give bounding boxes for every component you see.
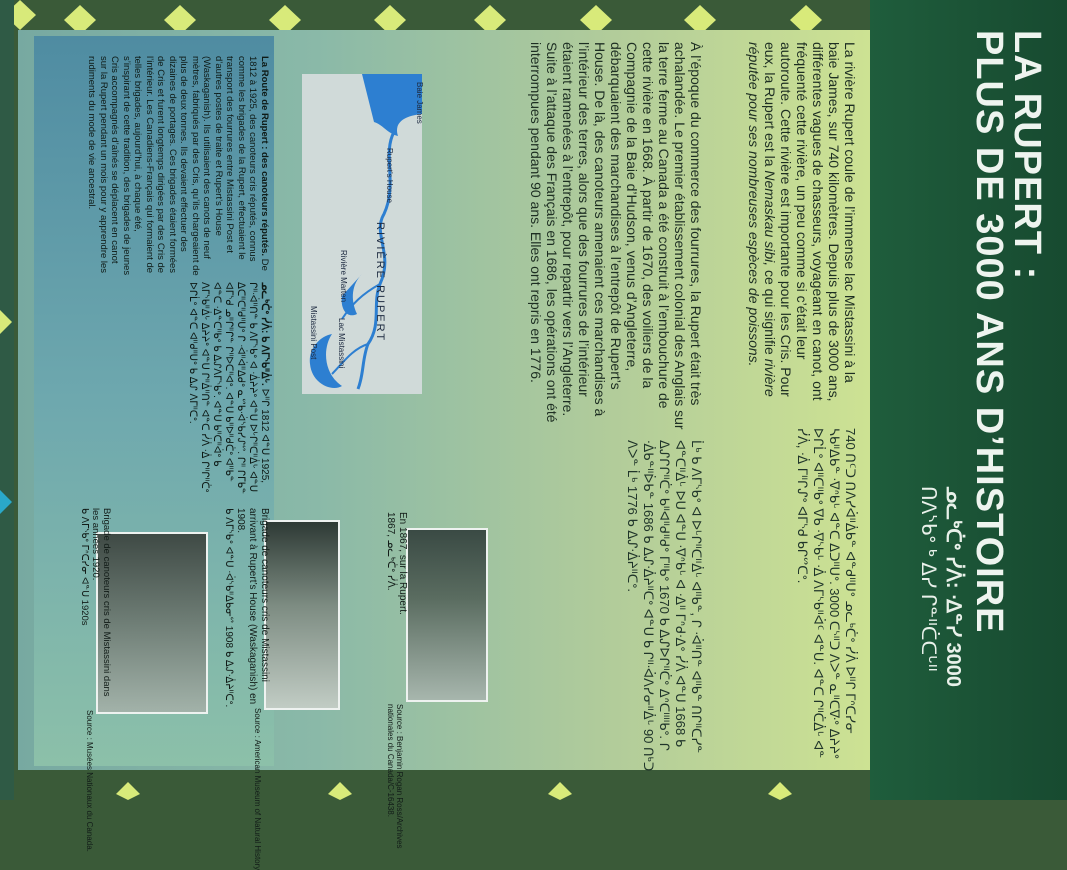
photo-1867 [406, 528, 488, 702]
sidebar-text [86, 56, 270, 276]
photo-1920s [96, 532, 208, 714]
sidebar-syllabic [186, 282, 270, 502]
photo-source-3: Source : Musées Nationaux du Canada. [85, 710, 94, 852]
sidebar-heading: La Route de Rupert : des canoteurs réputés. [259, 56, 270, 257]
caption-1-text: En 1867, sur la Rupert. [397, 512, 408, 615]
source-1-line-1: Source : Benjamin Rogan Ross/Archives [395, 704, 404, 849]
map-label-lake: Lac Mistassini [337, 318, 346, 369]
intro-text-2: ce qui signifie [762, 266, 778, 359]
map-label-post: Mistassini Post [309, 306, 318, 360]
page-title [970, 30, 1046, 634]
syllabic-intro: 740 ᑎᑦᑐ ᑎᐱᓯᐋᐦᐄᑲᓐ ᐊᓐᑯᐦᑌᐤ ᓄᓚᒃᑖᐤ ᓰᐲ ᐅᐦᒋ ᒥᐢᑕᓯᓂ ᓴᑲᐦᐃᑲᓐ ᐧᐁᐢᑲᒡ ᐊᓐᑕ ᐃᑐᐦᑌᐤ. 3000 ᑕᔅᐦᑐ ᐱᐳᓐ ᓇᐦᑕᐍᐤ ᐃᔨᔨᐤ ᐅᒋᒫᐤ ᐊᐦᑕᐦᑲᐤ ᐁᑲ ᐧᐁᔅᑲᒡ ᐧᐄ ᐱᒥᔅᑲᐦᐋᑦ ᐊᓐᑌ. ᐊᓐᑕ ᒋᐦᑖᐄᒡ ᐊᓐ ᓰᐲ, ᐧᐄ ᒥᐦᒋᔑᐤ ᐊᒥᔅᑯ ᑲᒋᔥᑕᐤ. [795, 428, 858, 759]
sidebar-body: De 1812 à 1925, des canoteurs cris réputés, connus comme les brigades de la Rupert, effectuaient le transport des fourrures entre Mistassini Post et d’autres postes de traite et Rupert’s House (Waskaganish). Ils utilisaient des canots de neuf mètres, fabriqués par des Cris, qu’ils chargeaient de plus de deux tonnes. Ils devaient effectuer des dizaines de portages. Ces brigades étaient formées de Cris et furent longtemps dirigées par des Cris de l’intérieur. Les Canadiens-Français qui formaient de telles brigades, aujourd’hui, à chaque été, s’inspirant de cette tradition, des brigades de jeunes Cris accompagnés d’aînés se déplacent en canot sur la Rupert pendant un mois pour y apprendre les rudiments du mode de vie ancestral. [86, 56, 270, 276]
caption-3-text: Brigade de canoteurs cris de Mistassini dans les années 1920. [90, 508, 112, 697]
syllabic-title-line-2: ᑎᐱᔅᑲᐤ ᒃ ᐃᓯ ᒋᓐᐦᑖᑕᒡᐦ [917, 486, 939, 672]
photo-source-1 [386, 704, 404, 849]
map-label-house: Rupert’s House [385, 148, 394, 203]
diamond-icon [768, 782, 792, 800]
photo-source-2: Source : American Museum of Natural History [253, 708, 262, 870]
diamond-icon [116, 782, 140, 800]
photo-caption-3 [79, 508, 112, 698]
diamond-icon [548, 782, 572, 800]
history-paragraph: À l’époque du commerce des fourrures, la Rupert était très achalandée. Le premier établissement colonial des Anglais sur la terre ferme au Canada a été construit à l’embouchure de cette rivière en 1668. À partir de 1670, des voiliers de la Compagnie de la Baie d’Hudson, venus d’Angleterre, débarquaient des marchandises à l’entrepôt de Rupert’s House. De là, des canoteurs amenaient ces marchandises à l’intérieur des terres, alors que des fourrures de l’intérieur étaient ramenées à l’entrepôt, pour repartir vers l’Angleterre. Suite à l’attaque des Français en 1686, les opérations ont été interrompues pendant 90 ans. Elles ont repris en 1776. [528, 42, 704, 430]
source-1-line-2: nationales du Canada/C-16438. [386, 704, 395, 817]
intro-text: La rivière Rupert coule de l’immense lac Mistassini à la baie James, sur 740 kilomètres. Depuis plus de 3000 ans, différentes vagues de chasseurs, voyageant en canot, ont fréquenté cette rivière, un peu comme si c’était leur autoroute. Cette rivière est importante pour les Cris. Pour eux, la Rupert est la [762, 42, 858, 402]
diamond-icon [4, 0, 36, 30]
caption-2-text: Brigade de canoteurs cris de Mistassini arrivant à Rupert’s House (Waskaganish) en 1908. [235, 508, 270, 705]
syllabic-history: ᒫᒃ ᑲ ᐱᒥᔅᑲᐤ ᐊ ᐅᒡᒋᐦᑕᐦᐄᒡ ᐊᐦᑲᓐ, ᒋ ᐧᐋᐦᑎᓐ ᐊᐦᑲᓐ ᑎᒋᐦᑕᓯᓐ ᐊᓐᑕᐦᐄᒡ ᐅᑌ ᐊᓐᑌ ᐧᐁᐢᑲᒡ ᐊ ᐧᐃᐦ ᒥᐢᑯᐧᐃᐤ ᓰᐲ ᐊᓐᑌ 1668 ᑲ ᐃᔑᒋᒋᐦᑖᐤ ᑲᐦᐊᐦᑯᐦᑯᐤ ᒥᐦᑲᐤ 1670 ᑲ ᐃᔑᐅᒋᐦᑖᐤ ᐃᐢᑕᐦᐦᑲᐤ. ᒋ ᐧᐄᑲᓐᐦᐆᑲᓐ 1686 ᑲ ᐃᔑᐧᐄᔨᐦᑕᐤ ᐊᓐᑌ ᑲ ᒋᐦᐧᐋᐱᓯᓂᐦᐄᒡ 90 ᑎᒃᑐ ᐱᐳᓐ ᒫᒃ 1776 ᑲ ᐃᔑᐧᐄᔨᐦᑕᐤ. [625, 440, 704, 772]
caption-1-syllabic: 1867, ᓄᓚᒃᑖᐤ ᓰᐲ. [385, 512, 396, 591]
route-map [302, 74, 422, 394]
diamond-icon [328, 782, 352, 800]
photo-caption-1 [384, 512, 408, 642]
caption-2-syllabic: ᑲ ᐱᒥᔅᑲᐤ ᐊᓐᑌ ᐧᐋᔅᑲᐦᐃᑲᓂᔥ 1908 ᑲ ᐃᔑᐧᐄᔨᐦᑕᐤ. [223, 508, 234, 708]
map-label-marten: Rivière Marten [339, 250, 348, 303]
syllabic-title [916, 486, 966, 687]
intro-paragraph [746, 42, 858, 412]
map-label-bay: Baie James [415, 82, 424, 124]
caption-3-syllabic: ᑲ ᐱᒥᔅᑲᐤ ᒥᐢᑕᓯᓂ ᐊᓐᑌ 1920s [79, 508, 90, 626]
title-line-1: LA RUPERT : [1006, 30, 1048, 281]
sidebar-syllabic-heading: ᓄᓚᒃᑖᐤ ᓰᐲ: ᑲ ᐱᒥᔅᑲᐦᐄᒡ. [259, 282, 270, 386]
syllabic-title-line-1: ᓄᓚᒃᑖᐤ ᓰᐲ: ᐧᐃᓐᓯ 3000 [942, 486, 964, 688]
sidebar-syllabic-body: ᐅᐦᒋ 1812 ᐊᓐᑌ 1925, ᒋᐦᐧᐋᐦᑎᓐ ᑲ ᐱᒥᔅᑲᐤ ᐊ ᐧᐄᔨᔨᐤ ᐊᓐᑌ ᐅᒡᒋᐦᑕᐦᐄᒡ ᐊᓐᑌ ᐃᑕᐦᑕᐦᑯᐦᑌᐤ ᒋ ᐧᐋᐦᐋᐦᐃᑯᐤ ᓇᔥᑲᐧᐋᔅᑲᓯᔑᔥ. ᒋᐦ ᒋᒥᑲᓐ ᐊᒥᔅᑯ ᓄᐦᒋᐦᒋᓐ ᒋᐦᐅᑕᐦᐊᐤ. ᐊᓐᑌ ᑲᐦᐅᐦᑯᑖᐤ ᐊᐦᑲᓐ ᐊᓐᑕ ᐧᐃᓐᑕᐦᑲᐤ ᑲ ᐃᔑᐱᒥᔅᑲᐤ. ᐊᓐᑌ ᑲᐦᑕᐦᐋᐤ ᑲ ᐱᒥᔅᑲᐦᐄᒡ ᐃᔨᔨᐤ ᐊᓐᑌ ᒋᐦᐄᐦᑎᓐ ᐊᓐᑕ ᓰᐲ ᐧᐄ ᒋᐦᒋᐦᑖᐤ ᐅᒋᒫᐤ ᐊᓐᑕ ᐊᐦᑯᐦᑌᐤ ᑲ ᐃᔑ ᐱᒥᐦᑕᐤ. [187, 282, 270, 494]
intro-italic: Nemaskau sibi, [762, 170, 778, 267]
title-line-2: PLUS DE 3000 ANS D’HISTOIRE [968, 30, 1010, 634]
intro-italic-2: rivière réputée pour ses nombreuses espèces de poissons. [746, 42, 778, 397]
map-label-river: RIVIÈRE RUPERT [374, 222, 386, 343]
photo-1908 [264, 520, 340, 710]
photo-caption-2 [222, 508, 270, 708]
